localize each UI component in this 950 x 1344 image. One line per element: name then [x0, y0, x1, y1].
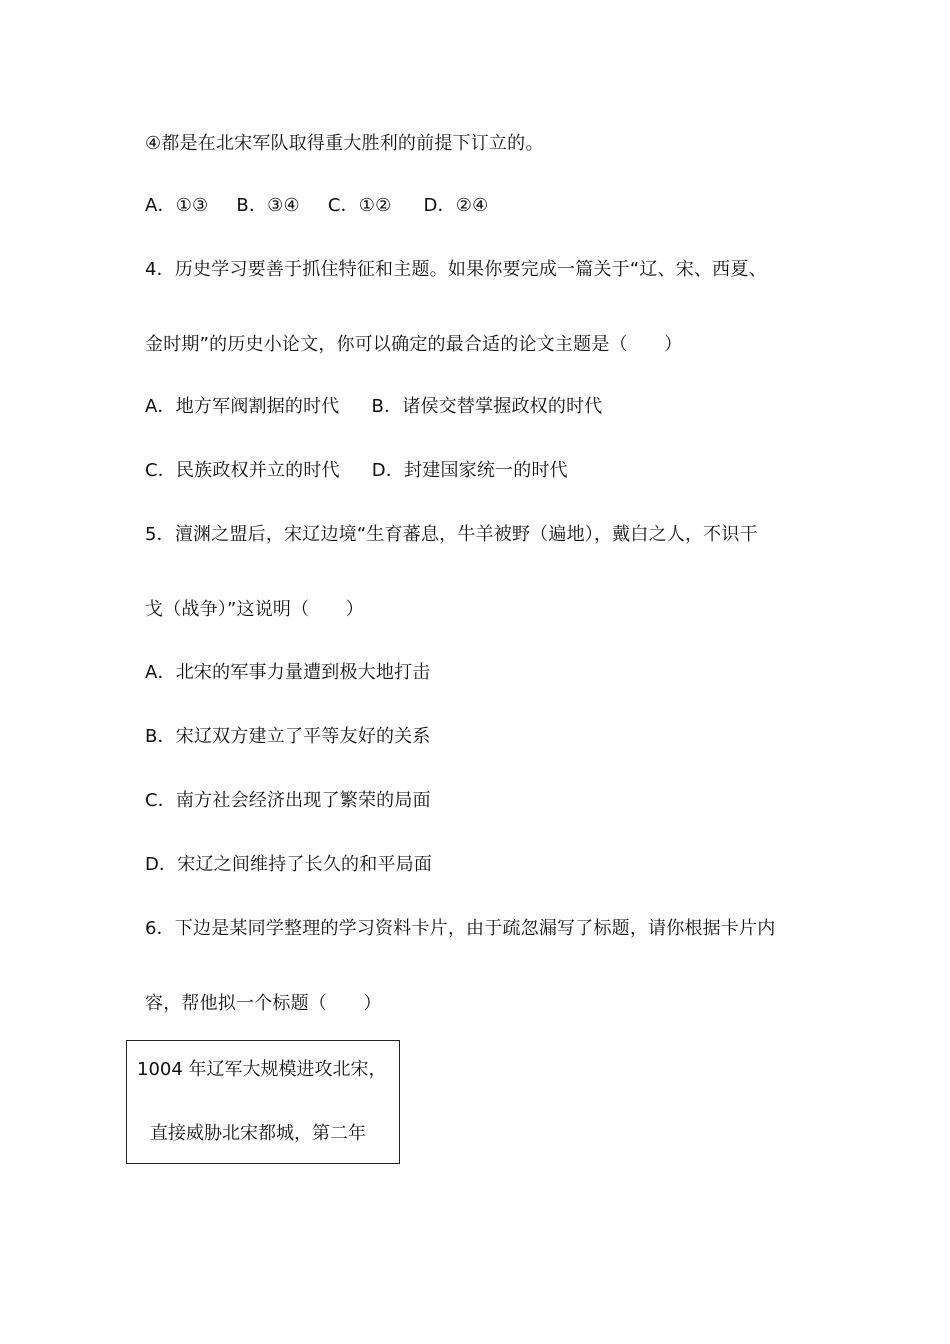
q3-option-d: D．②④: [423, 195, 489, 216]
q3-option-c: C．①②: [327, 195, 392, 216]
q4-options-row1: [145, 395, 602, 419]
q5-option-a: A．北宋的军事力量遭到极大地打击: [145, 662, 431, 683]
q4-option-d: D．封建国家统一的时代: [371, 460, 568, 481]
q4-option-c: C．民族政权并立的时代: [145, 460, 340, 481]
q6-stem-line2: 容，帮他拟一个标题（ ）: [145, 993, 382, 1014]
q5-option-d: D．宋辽之间维持了长久的和平局面: [145, 854, 433, 875]
card-line-1: 1004 年辽军大规模进攻北宋，: [137, 1059, 387, 1080]
q5-stem-line1: 5．澶渊之盟后，宋辽边境“生育蕃息，牛羊被野（遍地），戴白之人，不识干: [145, 524, 758, 545]
q5-option-b: B．宋辽双方建立了平等友好的关系: [145, 726, 431, 747]
q4-stem-line1: 4．历史学习要善于抓住特征和主题。如果你要完成一篇关于“辽、宋、西夏、: [145, 259, 767, 280]
study-card: [126, 1040, 400, 1164]
card-line-2: 直接威胁北宋都城，第二年: [150, 1123, 366, 1144]
q5-option-c: C．南方社会经济出现了繁荣的局面: [145, 790, 431, 811]
q4-stem-line2: 金时期”的历史小论文，你可以确定的最合适的论文主题是（ ）: [145, 334, 683, 355]
q3-option-a: A．①③: [145, 195, 209, 216]
q4-options-row2: [145, 459, 568, 483]
q6-stem-line1: 6．下边是某同学整理的学习资料卡片，由于疏忽漏写了标题，请你根据卡片内: [145, 918, 776, 939]
q5-stem-line2: 戈（战争）”这说明（ ）: [145, 599, 364, 620]
q3-options: [145, 194, 488, 218]
q4-option-a: A．地方军阀割据的时代: [145, 396, 340, 417]
q3-statement-4: ④都是在北宋军队取得重大胜利的前提下订立的。: [145, 133, 544, 154]
q3-option-b: B．③④: [236, 195, 300, 216]
q4-option-b: B．诸侯交替掌握政权的时代: [371, 396, 603, 417]
